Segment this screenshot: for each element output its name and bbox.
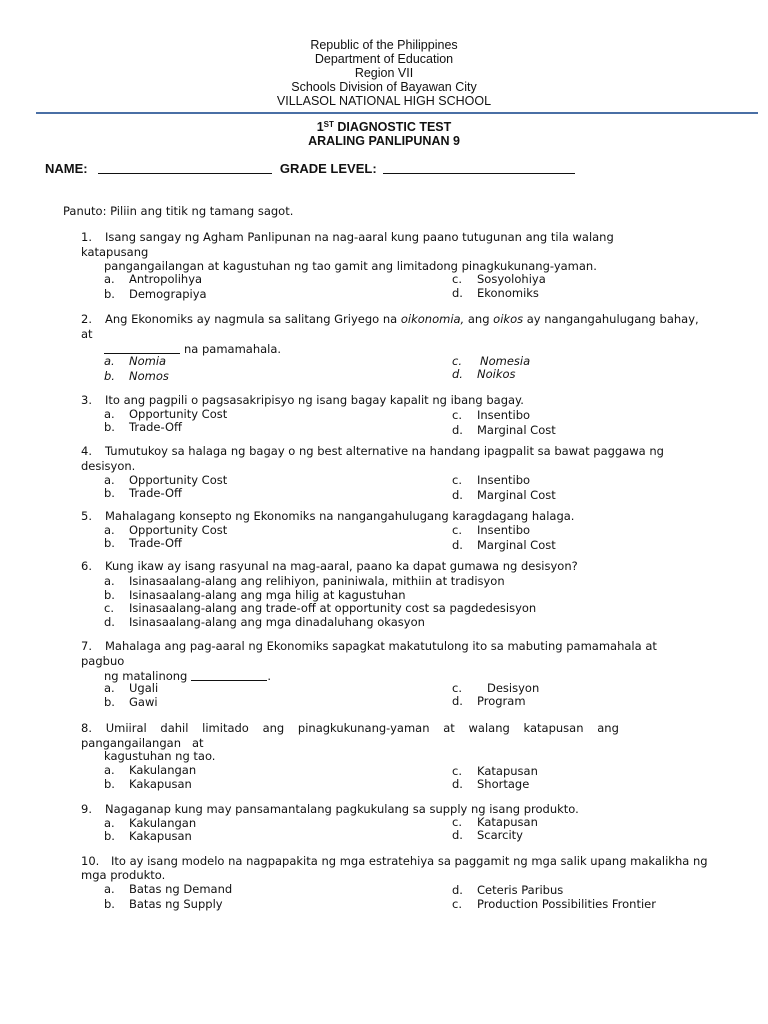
choice-c[interactable]: c. Sosyolohiya xyxy=(452,272,546,286)
choice-a[interactable]: a. Nomia xyxy=(104,354,167,368)
q-text-cont: katapusang xyxy=(81,245,149,259)
choice-c[interactable]: c. Insentibo xyxy=(452,473,531,487)
letterhead xyxy=(0,38,768,108)
answer-blank[interactable] xyxy=(191,669,267,681)
division-line: Schools Division of Bayawan City xyxy=(291,80,477,94)
choice-d[interactable]: d. Ceteris Paribus xyxy=(452,883,564,897)
q-text-cont: at xyxy=(81,327,93,341)
q-text-cont: mga produkto. xyxy=(81,868,166,882)
choice-a[interactable]: a. Antropolihya xyxy=(104,272,203,286)
choice-c[interactable]: c. Insentibo xyxy=(452,523,531,537)
q-text-cont: pangangailangan at kagustuhan ng tao gamit ang limitadong pinagkukunang-yaman. xyxy=(104,259,597,273)
question-4: 4. Tumutukoy sa halaga ng bagay o ng best alternative na handang ipagpalit sa bawat paggawa ng xyxy=(81,444,664,458)
choice-a[interactable]: a. Kakulangan xyxy=(104,763,197,777)
question-7: 7. Mahalaga ang pag-aaral ng Ekonomiks sapagkat makatutulong ito sa mabuting pamamahala at xyxy=(81,639,657,653)
choice-d[interactable]: d. Marginal Cost xyxy=(452,423,556,437)
q-text-cont: na pamamahala. xyxy=(104,342,281,356)
republic-line: Republic of the Philippines xyxy=(310,38,458,52)
choice-b[interactable]: b. Gawi xyxy=(104,695,158,709)
question-8: 8. Umiiral dahil limitado ang pinagkukunang-yaman at walang katapusan ang xyxy=(81,721,619,735)
student-info-row xyxy=(45,161,575,176)
choice-d[interactable]: d. Scarcity xyxy=(452,828,523,842)
choice-a[interactable]: a. Opportunity Cost xyxy=(104,473,228,487)
choice-d[interactable]: d. Shortage xyxy=(452,777,530,791)
q-text-cont: pangangailangan at xyxy=(81,736,204,750)
choice-d[interactable]: d. Ekonomiks xyxy=(452,286,539,300)
question-1 xyxy=(81,231,741,244)
title-line1: DIAGNOSTIC TEST xyxy=(333,120,452,134)
choice-a[interactable]: a. Isinasaalang-alang ang relihiyon, paniniwala, mithiin at tradisyon xyxy=(104,574,505,588)
q-text-cont: desisyon. xyxy=(81,459,136,473)
school-name: VILLASOL NATIONAL HIGH SCHOOL xyxy=(276,94,492,108)
header-divider xyxy=(36,112,758,114)
choice-c[interactable]: c. Katapusan xyxy=(452,815,538,829)
choice-a[interactable]: a. Kakulangan xyxy=(104,816,197,830)
test-title xyxy=(0,120,768,148)
region-line: Region VII xyxy=(354,66,414,80)
department-line: Department of Education xyxy=(314,52,454,66)
question-3: 3. Ito ang pagpili o pagsasakripisyo ng isang bagay kapalit ng ibang bagay. xyxy=(81,393,524,407)
choice-b[interactable]: b. Trade-Off xyxy=(104,536,182,550)
choice-c[interactable]: c. Desisyon xyxy=(452,681,540,695)
choice-b[interactable]: b. Demograpiya xyxy=(104,287,207,301)
choice-b[interactable]: b. Trade-Off xyxy=(104,420,182,434)
choice-b[interactable]: b. Kakapusan xyxy=(104,777,192,791)
choice-b[interactable]: b. Kakapusan xyxy=(104,829,192,843)
choice-d[interactable]: d. Marginal Cost xyxy=(452,488,556,502)
title-ordinal-suffix: ST xyxy=(323,120,334,129)
choice-d[interactable]: d. Isinasaalang-alang ang mga dinadaluhang okasyon xyxy=(104,615,425,629)
answer-blank[interactable] xyxy=(104,342,180,354)
choice-d[interactable]: d. Program xyxy=(452,694,526,708)
choice-a[interactable]: a. Ugali xyxy=(104,681,159,695)
question-6: 6. Kung ikaw ay isang rasyunal na mag-aaral, paano ka dapat gumawa ng desisyon? xyxy=(81,559,578,573)
question-10: 10. Ito ay isang modelo na nagpapakita ng mga estratehiya sa paggamit ng mga salik upang makalikha ng xyxy=(81,854,708,868)
question-2: 2. Ang Ekonomiks ay nagmula sa salitang Griyego na oikonomia, ang oikos ay nangangahulugang bahay, xyxy=(81,312,699,326)
choice-c[interactable]: c. Isinasaalang-alang ang trade-off at opportunity cost sa pagdedesisyon xyxy=(104,601,537,615)
choice-b[interactable]: b. Isinasaalang-alang ang mga hilig at kagustuhan xyxy=(104,588,406,602)
q-text: Isang sangay ng Agham Panlipunan na nag-aaral kung paano tutugunan ang tila walang xyxy=(105,230,614,244)
grade-level-blank[interactable] xyxy=(383,161,575,174)
subject-title: ARALING PANLIPUNAN 9 xyxy=(308,134,460,148)
grade-level-label: GRADE LEVEL: xyxy=(279,161,377,176)
choice-c[interactable]: c. Nomesia xyxy=(452,354,531,368)
q-text-cont: ng matalinong . xyxy=(104,669,272,683)
q-text-cont: kagustuhan ng tao. xyxy=(104,749,216,763)
name-blank[interactable] xyxy=(98,161,272,174)
choice-b[interactable]: b. Nomos xyxy=(104,369,169,383)
choice-a[interactable]: a. Batas ng Demand xyxy=(104,882,233,896)
question-5: 5. Mahalagang konsepto ng Ekonomiks na nangangahulugang karagdagang halaga. xyxy=(81,509,575,523)
choice-c[interactable]: c. Katapusan xyxy=(452,764,538,778)
q-text-cont: pagbuo xyxy=(81,654,125,668)
title-ordinal: 1 xyxy=(316,120,324,134)
choice-a[interactable]: a. Opportunity Cost xyxy=(104,407,228,421)
choice-c[interactable]: c. Insentibo xyxy=(452,408,531,422)
choice-b[interactable]: b. Trade-Off xyxy=(104,486,182,500)
choice-b[interactable]: b. Batas ng Supply xyxy=(104,897,223,911)
instructions: Panuto: Piliin ang titik ng tamang sagot. xyxy=(63,204,294,218)
choice-d[interactable]: d. Noikos xyxy=(452,367,516,381)
choice-d[interactable]: d. Marginal Cost xyxy=(452,538,556,552)
name-label: NAME: xyxy=(45,161,88,176)
question-9: 9. Nagaganap kung may pansamantalang pagkukulang sa supply ng isang produkto. xyxy=(81,802,579,816)
q-number: 1. xyxy=(81,230,92,244)
choice-a[interactable]: a. Opportunity Cost xyxy=(104,523,228,537)
choice-c[interactable]: c. Production Possibilities Frontier xyxy=(452,897,656,911)
